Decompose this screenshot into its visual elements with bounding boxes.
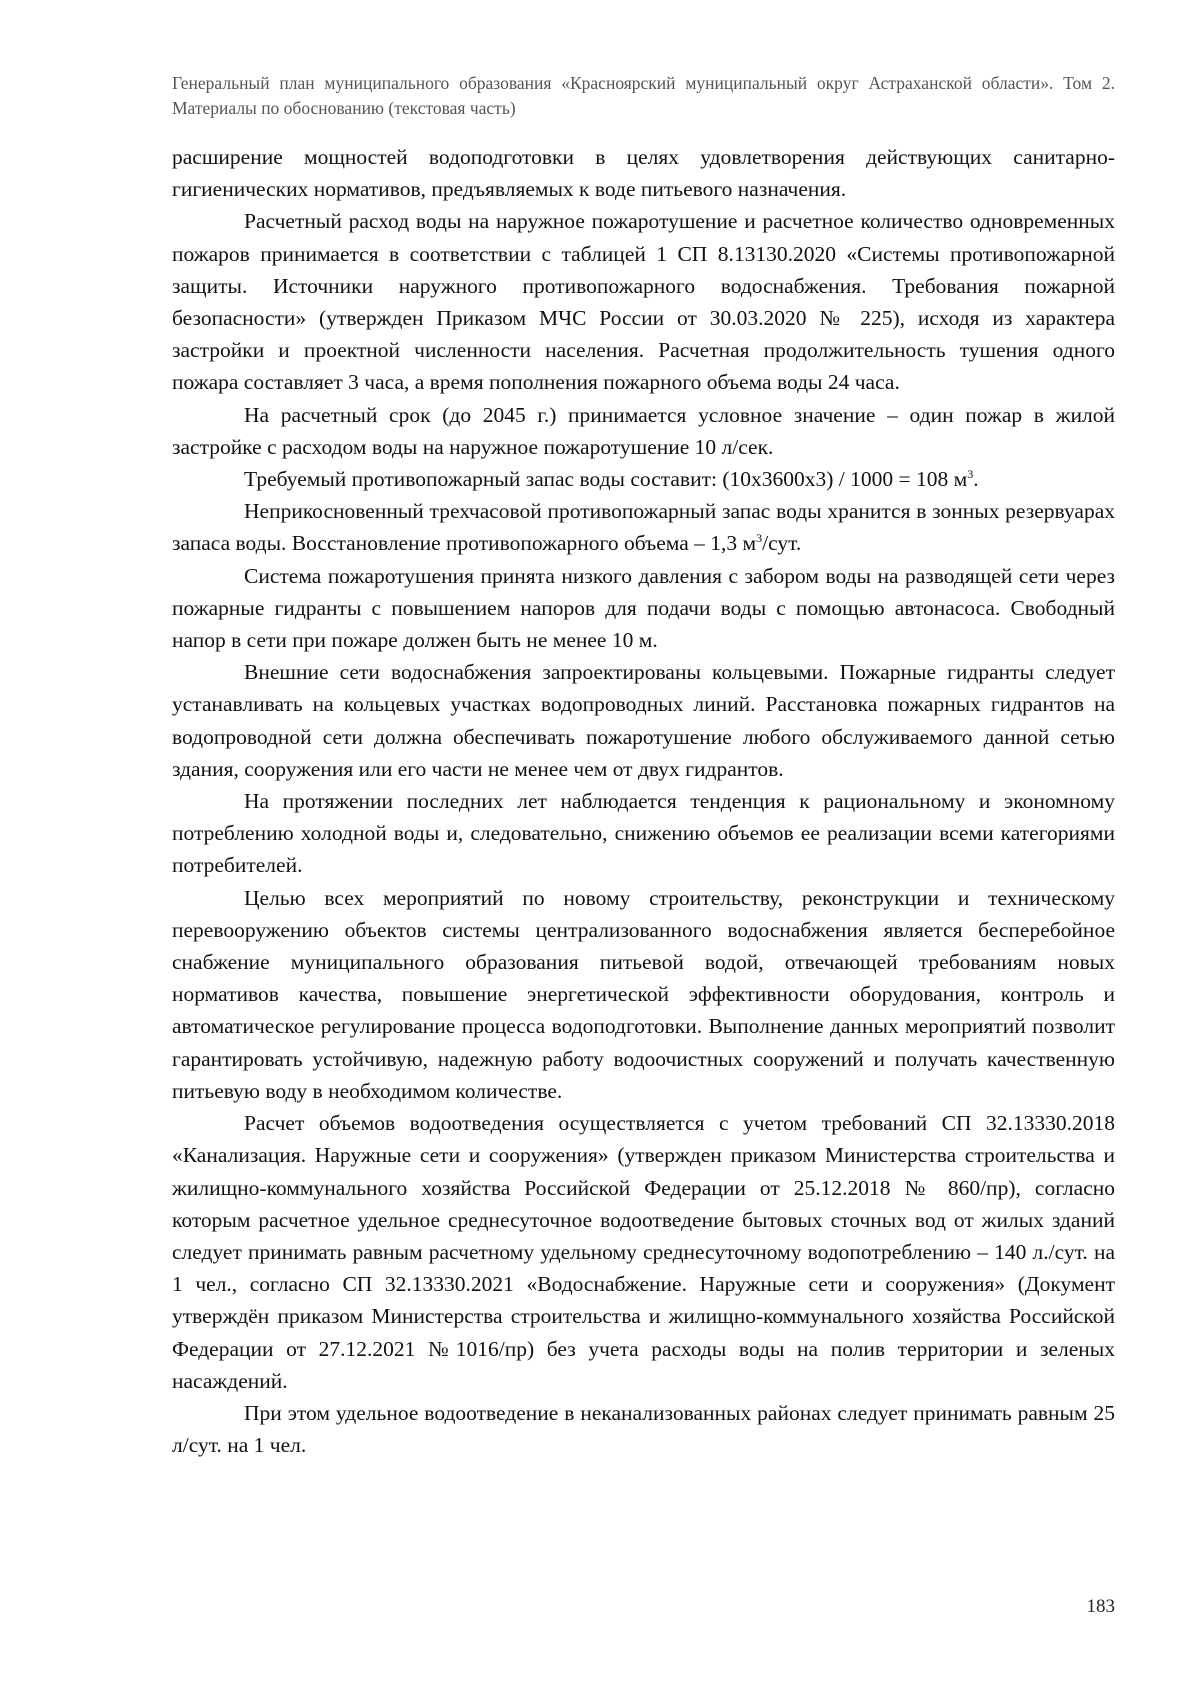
paragraph-5-text: Неприкосновенный трехчасовой противопожарный запас воды хранится в зонных резервуарах запаса воды. Восстановление противопожарного объема – 1,3 м — [172, 499, 1115, 556]
page-number: 183 — [1086, 1596, 1115, 1617]
document-page — [172, 0, 1115, 1696]
paragraph-4 — [172, 463, 1115, 495]
document-body — [172, 141, 1115, 1461]
paragraph-4-text: Требуемый противопожарный запас воды составит: (10х3600х3) / 1000 = 108 м — [244, 467, 968, 492]
paragraph-4-tail: . — [973, 467, 979, 492]
paragraph-6: Система пожаротушения принята низкого давления с забором воды на разводящей сети через пожарные гидранты с повышением напоров для подачи воды с помощью автонасоса. Свободный напор в сети при пожаре должен быть не менее 10 м. — [172, 563, 1115, 653]
paragraph-10: Расчет объемов водоотведения осуществляется с учетом требований СП 32.13330.2018 «Канализация. Наружные сети и сооружения» (утвержден приказом Министерства строительства и жилищно-коммунального хозяйства Российской Федерации от 25.12.2018 № 860/пр), согласно которым расчетное удельное среднесуточное водоотведение бытовых сточных вод от жилых зданий следует принимать равным расчетному удельному среднесуточному водопотреблению – 140 л./сут. на 1 чел., согласно СП 32.13330.2021 «Водоснабжение. Наружные сети и сооружения» (Документ утверждён приказом Министерства строительства и жилищно-коммунального хозяйства Российской Федерации от 27.12.2021 №1016/пр) без учета расходы воды на полив территории и зеленых насаждений. — [172, 1111, 1115, 1393]
paragraph-5-tail: /сут. — [762, 531, 802, 556]
running-header: Генеральный план муниципального образования «Красноярский муниципальный округ Астраханской области». Том 2. Материалы по обоснованию (текстовая часть) — [172, 73, 1115, 118]
superscript-cubic: 3 — [967, 467, 974, 482]
paragraph-7: Внешние сети водоснабжения запроектированы кольцевыми. Пожарные гидранты следует устанавливать на кольцевых участках водопроводных линий. Расстановка пожарных гидрантов на водопроводной сети должна обеспечивать пожаротушение любого обслуживаемого данной сетью здания, сооружения или его части не менее чем от двух гидрантов. — [172, 660, 1115, 781]
paragraph-1: расширение мощностей водоподготовки в целях удовлетворения действующих санитарно-гигиенических нормативов, предъявляемых к воде питьевого назначения. — [172, 145, 1115, 202]
paragraph-9: Целью всех мероприятий по новому строительству, реконструкции и техническому перевооружению объектов системы централизованного водоснабжения является бесперебойное снабжение муниципального образования питьевой водой, отвечающей требованиям новых нормативов качества, повышение энергетической эффективности оборудования, контроль и автоматическое регулирование процесса водоподготовки. Выполнение данных мероприятий позволит гарантировать устойчивую, надежную работу водоочистных сооружений и получать качественную питьевую воду в необходимом количестве. — [172, 885, 1115, 1103]
paragraph-5 — [172, 495, 1115, 559]
superscript-cubic: 3 — [756, 531, 763, 546]
paragraph-11: При этом удельное водоотведение в неканализованных районах следует принимать равным 25 л/сут. на 1 чел. — [172, 1400, 1115, 1458]
paragraph-2: Расчетный расход воды на наружное пожаротушение и расчетное количество одновременных пожаров принимается в соответствии с таблицей 1 СП 8.13130.2020 «Системы противопожарной защиты. Источники наружного противопожарного водоснабжения. Требования пожарной безопасности» (утвержден Приказом МЧС России от 30.03.2020 № 225), исходя из характера застройки и проектной численности населения. Расчетная продолжительность тушения одного пожара составляет 3 часа, а время пополнения пожарного объема воды 24 часа. — [172, 209, 1115, 395]
paragraph-8: На протяжении последних лет наблюдается тенденция к рациональному и экономному потреблению холодной воды и, следовательно, снижению объемов ее реализации всеми категориями потребителей. — [172, 789, 1115, 878]
paragraph-3: На расчетный срок (до 2045 г.) принимается условное значение – один пожар в жилой застройке с расходом воды на наружное пожаротушение 10 л/сек. — [172, 402, 1115, 459]
